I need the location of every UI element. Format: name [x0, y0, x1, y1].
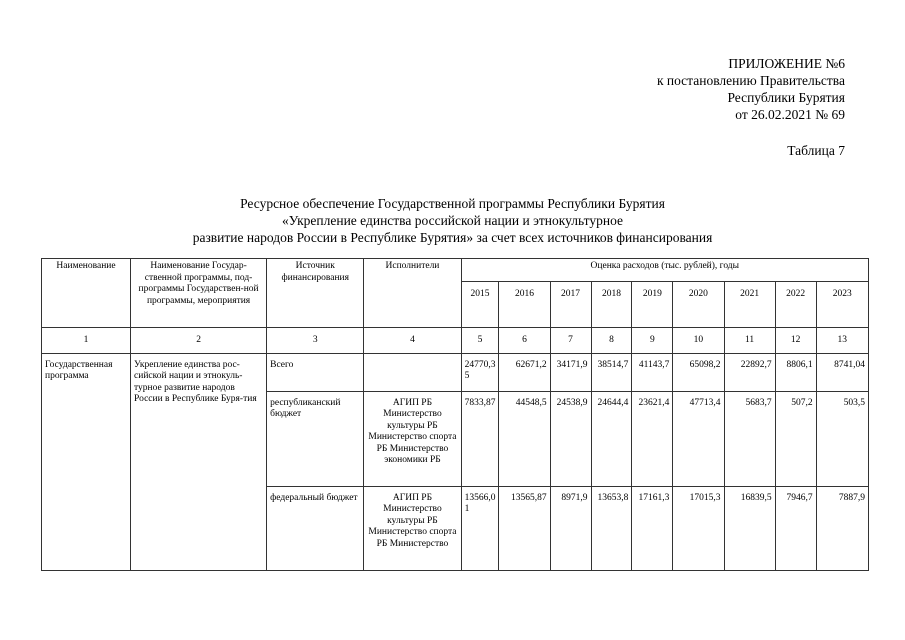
year-header: 2022: [775, 282, 816, 328]
header-source: Источник финансирования: [267, 259, 364, 328]
header-executors: Исполнители: [364, 259, 461, 328]
value-cell: 62671,2: [499, 353, 550, 391]
table-row: [42, 353, 869, 391]
value-cell: 7946,7: [775, 486, 816, 570]
header-line: Республики Бурятия: [727, 90, 845, 105]
value-cell: 23621,4: [632, 391, 673, 486]
value-cell: 24644,4: [591, 391, 632, 486]
title-line: «Укрепление единства российской нации и этнокультурное: [281, 213, 624, 228]
value-cell: 8971,9: [550, 486, 591, 570]
column-number: 11: [724, 328, 775, 354]
program-name-cell: Укрепление единства рос-сийской нации и этнокуль-турное развитие народов России в Республике Буря-тия: [131, 353, 267, 570]
column-number: 9: [632, 328, 673, 354]
header-date: от 26.02.2021 № 69: [735, 107, 845, 122]
year-header: 2015: [461, 282, 499, 328]
value-cell: 38514,7: [591, 353, 632, 391]
year-header: 2020: [673, 282, 724, 328]
value-cell: 13653,8: [591, 486, 632, 570]
column-number: 5: [461, 328, 499, 354]
executors-cell: АГИП РБ Министерство культуры РБ Министерство спорта РБ Министерство экономики РБ: [364, 391, 461, 486]
source-cell: федеральный бюджет: [267, 486, 364, 570]
value-cell: 8741,04: [816, 353, 868, 391]
source-cell: Всего: [267, 353, 364, 391]
program-type-cell: Государственная программа: [42, 353, 131, 570]
value-cell: 17015,3: [673, 486, 724, 570]
column-number: 3: [267, 328, 364, 354]
column-number: 4: [364, 328, 461, 354]
column-number: 8: [591, 328, 632, 354]
column-number: 7: [550, 328, 591, 354]
executors-cell: [364, 353, 461, 391]
value-cell: 24538,9: [550, 391, 591, 486]
value-cell: 22892,7: [724, 353, 775, 391]
title-line: Ресурсное обеспечение Государственной программы Республики Бурятия: [240, 196, 665, 211]
header-estimate: Оценка расходов (тыс. рублей), годы: [461, 259, 868, 282]
value-cell: 41143,7: [632, 353, 673, 391]
value-cell: 44548,5: [499, 391, 550, 486]
year-header: 2016: [499, 282, 550, 328]
column-number: 12: [775, 328, 816, 354]
value-cell: 507,2: [775, 391, 816, 486]
year-header: 2017: [550, 282, 591, 328]
value-cell: 8806,1: [775, 353, 816, 391]
value-cell: 24770,35: [461, 353, 499, 391]
value-cell: 5683,7: [724, 391, 775, 486]
value-cell: 503,5: [816, 391, 868, 486]
document-header: [657, 55, 845, 123]
value-cell: 17161,3: [632, 486, 673, 570]
header-line: к постановлению Правительства: [656, 73, 845, 88]
column-number: 13: [816, 328, 868, 354]
column-number: 10: [673, 328, 724, 354]
column-number: 6: [499, 328, 550, 354]
year-header: 2023: [816, 282, 868, 328]
header-program-name: Наименование Государ-ственной программы, под-программы Государствен-ной программы, мероприятия: [131, 259, 267, 328]
value-cell: 7887,9: [816, 486, 868, 570]
value-cell: 13566,01: [461, 486, 499, 570]
appendix-title: ПРИЛОЖЕНИЕ №6: [728, 56, 845, 71]
title-line: развитие народов России в Республике Бурятия» за счет всех источников финансирования: [192, 230, 713, 245]
table-number: Таблица 7: [787, 143, 845, 158]
value-cell: 16839,5: [724, 486, 775, 570]
source-cell: республиканский бюджет: [267, 391, 364, 486]
value-cell: 13565,87: [499, 486, 550, 570]
document-title: [0, 195, 905, 246]
column-number-row: [42, 328, 869, 354]
year-header: 2021: [724, 282, 775, 328]
financing-table: [41, 258, 869, 571]
column-number: 1: [42, 328, 131, 354]
header-name: Наименование: [42, 259, 131, 328]
executors-cell: АГИП РБ Министерство культуры РБ Министерство спорта РБ Министерство: [364, 486, 461, 570]
column-number: 2: [131, 328, 267, 354]
value-cell: 7833,87: [461, 391, 499, 486]
value-cell: 34171,9: [550, 353, 591, 391]
value-cell: 47713,4: [673, 391, 724, 486]
year-header: 2018: [591, 282, 632, 328]
value-cell: 65098,2: [673, 353, 724, 391]
year-header: 2019: [632, 282, 673, 328]
